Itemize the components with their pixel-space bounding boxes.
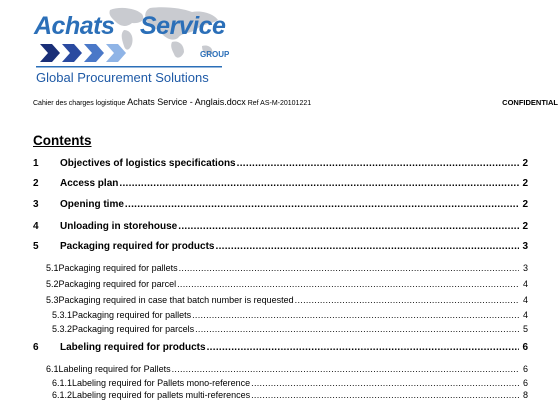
toc-title: Contents — [33, 133, 92, 148]
toc-entry-label: Access plan — [60, 178, 119, 189]
logo-group-text: GROUP — [200, 50, 230, 59]
toc-entry-page: 2 — [522, 158, 528, 169]
toc-entry-label: Packaging required in case that batch number is requested — [58, 295, 294, 305]
toc-entry-number: 3 — [33, 199, 39, 210]
toc-entry-label: Objectives of logistics specifications — [60, 158, 236, 169]
toc-entry[interactable] — [33, 196, 528, 210]
toc-entry-page: 8 — [522, 390, 528, 400]
toc-entry-label: Packaging required for parcels — [72, 324, 195, 334]
toc-dot-leader — [177, 279, 519, 289]
toc-entry[interactable] — [52, 306, 528, 320]
toc-entry-number: 5.3.2 — [52, 324, 73, 334]
toc-entry-page: 6 — [522, 378, 528, 388]
toc-entry-page: 3 — [522, 241, 528, 252]
toc-entry-label: Labeling required for Pallets mono-reference — [72, 378, 251, 388]
toc-dot-leader — [215, 241, 519, 252]
toc-entry-page: 3 — [522, 263, 528, 273]
toc-dot-leader — [237, 158, 519, 169]
toc-entry[interactable] — [33, 218, 528, 232]
toc-entry-number: 4 — [33, 221, 39, 232]
toc-entry[interactable] — [52, 386, 528, 400]
toc-entry-page: 2 — [522, 199, 528, 210]
toc-entry-number: 5.1 — [46, 263, 59, 273]
toc-entry-page: 2 — [522, 221, 528, 232]
toc-entry-number: 1 — [33, 158, 39, 169]
toc-entry-label: Labeling required for pallets multi-references — [72, 390, 251, 400]
logo-word-service: Service — [140, 12, 226, 40]
toc-dot-leader — [192, 310, 519, 320]
toc-entry-page: 4 — [522, 310, 528, 320]
toc-dot-leader — [295, 295, 519, 305]
toc-entry-label: Packaging required for products — [60, 241, 215, 252]
document-ref: Ref AS-M-20101221 — [247, 100, 312, 107]
logo-word-achats: Achats — [34, 12, 115, 40]
toc-entry-label: Labeling required for products — [60, 342, 206, 353]
toc-entry-number: 6.1 — [46, 364, 59, 374]
toc-entry-number: 5.2 — [46, 279, 59, 289]
toc-entry-number: 6.1.2 — [52, 390, 73, 400]
toc-entry-number: 6.1.1 — [52, 378, 73, 388]
toc-entry-label: Labeling required for Pallets — [58, 364, 171, 374]
toc-entry[interactable] — [46, 360, 528, 374]
toc-entry-label: Packaging required for pallets — [72, 310, 192, 320]
toc-dot-leader — [119, 178, 519, 189]
toc-entry[interactable] — [46, 291, 528, 305]
toc-entry-label: Unloading in storehouse — [60, 221, 178, 232]
toc-entry[interactable] — [33, 339, 528, 353]
toc-dot-leader — [195, 324, 519, 334]
toc-dot-leader — [178, 221, 519, 232]
toc-entry-page: 4 — [522, 295, 528, 305]
toc-entry[interactable] — [46, 259, 528, 273]
toc-entry-number: 5 — [33, 241, 39, 252]
toc-entry-number: 6 — [33, 342, 39, 353]
document-reference — [33, 97, 311, 107]
toc-entry-number: 2 — [33, 178, 39, 189]
toc-entry-number: 5.3 — [46, 295, 59, 305]
toc-dot-leader — [179, 263, 519, 273]
toc-entry-page: 2 — [522, 178, 528, 189]
toc-dot-leader — [207, 342, 519, 353]
toc-entry-page: 6 — [522, 342, 528, 353]
toc-entry-number: 5.3.1 — [52, 310, 73, 320]
toc-entry-page: 4 — [522, 279, 528, 289]
toc-entry[interactable] — [33, 238, 528, 252]
toc-entry-label: Packaging required for parcel — [58, 279, 177, 289]
toc-entry[interactable] — [52, 320, 528, 334]
toc-dot-leader — [172, 364, 519, 374]
toc-entry-label: Opening time — [60, 199, 124, 210]
document-prefix: Cahier des charges logistique — [33, 100, 126, 107]
toc-entry-label: Packaging required for pallets — [58, 263, 178, 273]
toc-entry[interactable] — [33, 175, 528, 189]
toc-entry[interactable] — [33, 155, 528, 169]
document-header — [33, 97, 558, 109]
confidential-label: CONFIDENTIAL — [502, 98, 558, 107]
company-logo — [32, 6, 232, 88]
toc-entry-page: 6 — [522, 364, 528, 374]
document-filename: Achats Service - Anglais.docx — [127, 97, 246, 107]
toc-entry[interactable] — [46, 275, 528, 289]
logo-tagline: Global Procurement Solutions — [36, 70, 209, 85]
toc-dot-leader — [125, 199, 519, 210]
toc-dot-leader — [251, 390, 519, 400]
toc-entry-page: 5 — [522, 324, 528, 334]
